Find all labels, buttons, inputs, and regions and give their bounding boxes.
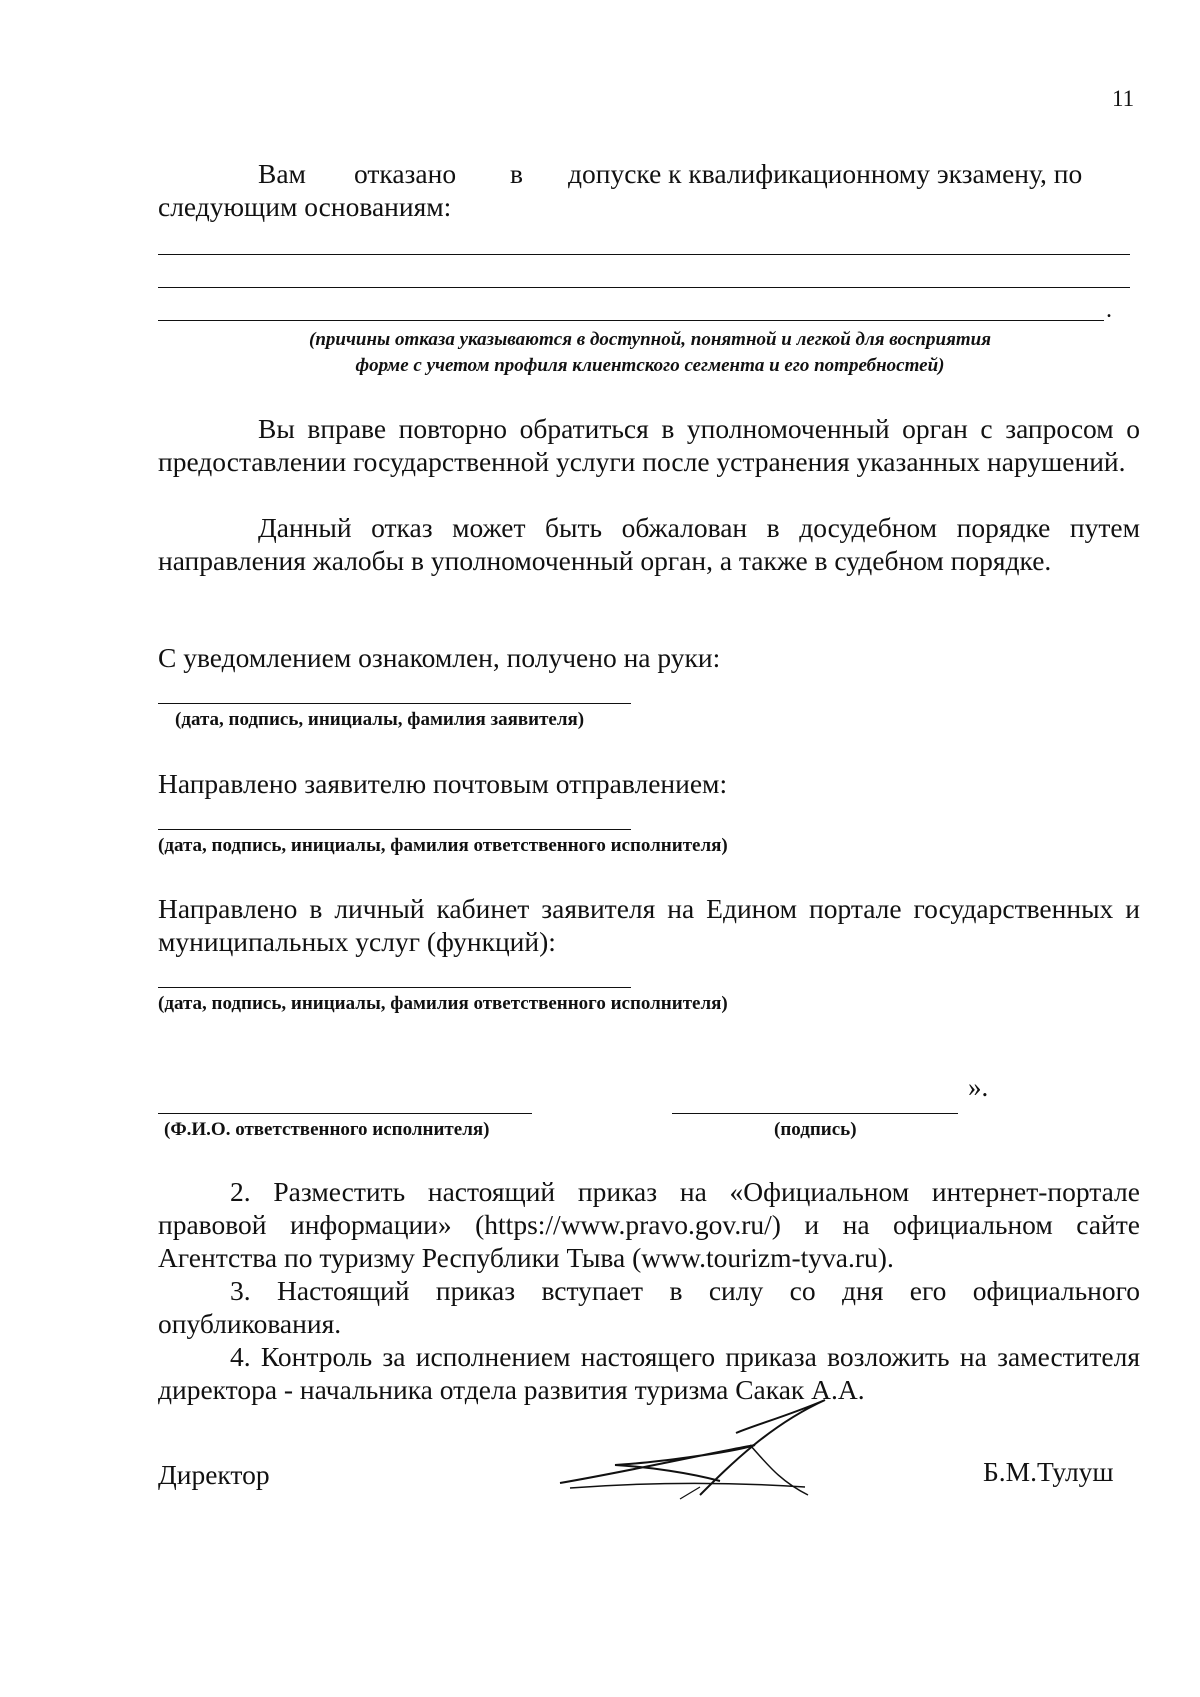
handwritten-signature — [540, 1395, 840, 1515]
postal-signature-line — [158, 829, 631, 830]
sign-hint: (подпись) — [774, 1119, 857, 1140]
postal-text: Направлено заявителю почтовым отправлением: — [158, 768, 728, 799]
refusal-word-2: отказано — [354, 158, 457, 189]
reason-line-2 — [158, 287, 1130, 288]
fio-hint: (Ф.И.О. ответственного исполнителя) — [164, 1119, 490, 1140]
signatory-name: Б.М.Тулуш — [983, 1456, 1114, 1487]
acknowledge-hint: (дата, подпись, инициалы, фамилия заявителя) — [175, 709, 585, 730]
portal-text: Направлено в личный кабинет заявителя на Едином портале государственных и муниципальных услуг (функций): — [158, 893, 1140, 957]
portal-hint: (дата, подпись, инициалы, фамилия ответственного исполнителя) — [158, 993, 728, 1014]
signatory-title: Директор — [158, 1459, 270, 1490]
refusal-line-2: следующим основаниям: — [158, 191, 452, 222]
closing-quote: ». — [968, 1072, 989, 1102]
reason-end-dot: . — [1106, 297, 1112, 323]
paragraph-appeal: Данный отказ может быть обжалован в досудебном порядке путем направления жалобы в уполномоченный орган, а также в судебном порядке. — [158, 512, 1140, 576]
sign-line — [672, 1113, 958, 1114]
acknowledge-text: С уведомлением ознакомлен, получено на руки: — [158, 642, 721, 673]
clause-3: 3. Настоящий приказ вступает в силу со дня его официального опубликования. — [158, 1275, 1140, 1339]
clause-2: 2. Разместить настоящий приказ на «Официальном интернет-портале правовой информации» (https://www.pravo.gov.ru/) и на официальном сайте Агентства по туризму Республики Тыва (www.tourizm-tyva.ru). — [158, 1176, 1140, 1273]
refusal-word-1: Вам — [258, 158, 306, 189]
reason-line-1 — [158, 254, 1130, 255]
reason-line-3 — [158, 320, 1104, 321]
refusal-word-3: в — [510, 158, 523, 189]
reason-hint-1: (причины отказа указываются в доступной, понятной и легкой для восприятия — [309, 329, 991, 350]
acknowledge-signature-line — [158, 703, 631, 704]
portal-signature-line — [158, 987, 631, 988]
refusal-word-4: допуске к квалификационному экзамену, по — [568, 158, 1083, 189]
fio-line — [158, 1113, 532, 1114]
paragraph-right-to-reapply: Вы вправе повторно обратиться в уполномоченный орган с запросом о предоставлении государственной услуги после устранения указанных нарушений. — [158, 413, 1140, 477]
clause-4: 4. Контроль за исполнением настоящего приказа возложить на заместителя директора - начальника отдела развития туризма Сакак А.А. — [158, 1341, 1140, 1405]
page-number: 11 — [1112, 86, 1135, 111]
reason-hint-2: форме с учетом профиля клиентского сегмента и его потребностей) — [355, 355, 945, 376]
postal-hint: (дата, подпись, инициалы, фамилия ответственного исполнителя) — [158, 835, 728, 856]
